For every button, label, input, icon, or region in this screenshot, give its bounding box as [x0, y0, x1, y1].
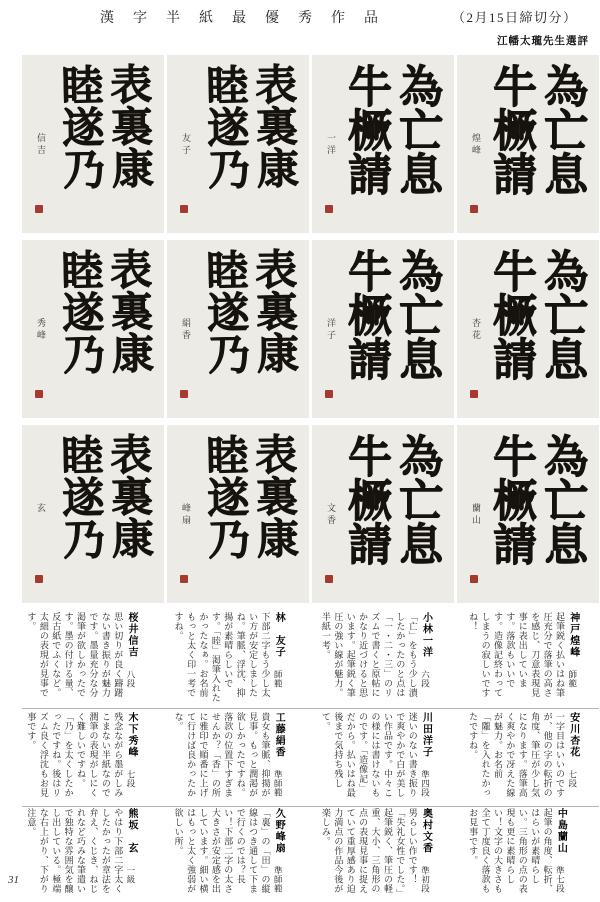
work-cell [167, 55, 309, 233]
critic-rank: 八段 [126, 670, 137, 688]
critique-body: 貴女も筆脈、抑揚が見事。もっと潤渇が欲しかったですね。落款の位置下すぎませんか？「香」の所に雅印で順番に上げて行けば良かったかな。 [173, 712, 271, 798]
critique-item [317, 612, 452, 706]
critique-body: 思い切りが良く躊躇ない書き振りが魅力です。墨量充分な分渇筆が欲しかったです。墨の付ける量、反古紙でふくなど。太細の表現が見事です。 [26, 612, 124, 698]
artist-seal-icon [180, 205, 188, 213]
critic-name: 川田洋子 [420, 712, 432, 758]
work-cell [22, 55, 164, 233]
critic-name: 木下秀峰 [126, 712, 138, 758]
critic-name: 熊坂 玄 [126, 808, 138, 854]
calligraphy-right-column: 表裏康 [248, 432, 298, 559]
artist-seal-icon [35, 575, 43, 583]
work-cell [22, 240, 164, 418]
critic-rank: 準四段 [420, 770, 431, 797]
calligraphy-left-column: 牛橛請 [340, 433, 390, 565]
artist-signature: 蘭山 [471, 503, 481, 527]
artist-seal-icon [325, 390, 333, 398]
section-divider [22, 708, 599, 709]
critique-body: 下部二字もう少し太い方が安定しましたね。筆脈、浮沈、抑揚が素晴らしいです。「睦」渇筆入れたかったなぁ。お名前もっと太く印一考ですね。 [173, 612, 271, 703]
critic-name: 奥村文香 [420, 808, 432, 854]
critique-item [169, 612, 304, 706]
calligraphy-text [484, 433, 587, 565]
page-number: 31 [8, 874, 19, 886]
deadline-note: （2月15日締切分） [452, 10, 578, 25]
critic-rank: 師範 [567, 670, 578, 688]
calligraphy-left-column: 牛橛請 [485, 63, 535, 195]
calligraphy-text [339, 63, 442, 195]
judge-credit: 江幡太瓏先生選評 [497, 35, 589, 47]
calligraphy-text [52, 62, 153, 190]
calligraphy-left-column: 牛橛請 [340, 248, 390, 380]
critic-rank: 一級 [126, 866, 137, 884]
work-cell [167, 240, 309, 418]
calligraphy-left-column: 睦遂乃 [54, 63, 104, 190]
artist-signature: 峰扇 [181, 503, 191, 527]
artist-seal-icon [470, 575, 478, 583]
calligraphy-left-column: 牛橛請 [485, 248, 535, 380]
critique-body: 残念ながら墨がしみこまない半紙なので潤筆の表現がしにくく難しいですね。「乃」を太くしたかったですね。後はリズム良く浮沈もお見事です。 [26, 712, 124, 798]
critique-item [464, 808, 599, 900]
artist-signature: 文香 [326, 503, 336, 527]
critic-name: 久野峰扇 [273, 808, 285, 854]
calligraphy-text [484, 63, 587, 195]
artist-seal-icon [470, 390, 478, 398]
critic-name: 安川杏花 [567, 712, 579, 758]
calligraphy-right-column: 為亡息 [537, 433, 586, 565]
work-cell [457, 425, 599, 603]
artist-seal-icon [325, 575, 333, 583]
critic-rank: 準初段 [420, 866, 431, 893]
calligraphy-text [52, 247, 153, 375]
artist-seal-icon [325, 205, 333, 213]
artist-seal-icon [470, 205, 478, 213]
critiques-section [22, 612, 599, 899]
calligraphy-right-column: 表裏康 [103, 432, 153, 559]
calligraphy-right-column: 為亡息 [392, 248, 441, 380]
works-grid [22, 55, 599, 603]
artist-signature: 一洋 [326, 133, 336, 157]
critic-rank: 六段 [420, 670, 431, 688]
calligraphy-text [197, 62, 298, 190]
critique-body: 一字目はいいのですが、他の字の転折の角度、筆圧が少し気になります。落筆高く爽やかで冴えた線が魅力。お名前「隴」を入れたかったですね。 [468, 712, 565, 798]
calligraphy-right-column: 表裏康 [103, 247, 153, 374]
critique-body: 男らしい作です！「失礼女性でした。」起筆鋭く、筆圧の軽重、大小、三角形の点の表現見事に捉えていて重厚感あり迫力満点の作品今後が楽しみ。 [320, 808, 418, 899]
critic-rank: 師範 [273, 670, 284, 688]
calligraphy-right-column: 表裏康 [248, 247, 298, 374]
critic-rank: 七段 [126, 770, 137, 788]
critique-item [22, 808, 157, 900]
critique-body: やはり下部二字太くしたかったが章法を弁え、くじき、ねじれなど巧みな筆遣いで独特な雰囲気を醸し出している。極端な右上がり、下がり注意。 [26, 808, 124, 894]
critique-item [317, 808, 452, 900]
critique-item [169, 808, 304, 900]
calligraphy-text [484, 248, 587, 380]
work-cell [312, 240, 454, 418]
artist-signature: 絹香 [181, 318, 191, 342]
work-cell [312, 425, 454, 603]
calligraphy-left-column: 牛橛請 [340, 63, 390, 195]
calligraphy-left-column: 睦遂乃 [199, 433, 249, 560]
calligraphy-text [197, 247, 298, 375]
artist-signature: 秀峰 [36, 318, 46, 342]
critic-rank: 準師範 [273, 770, 284, 797]
calligraphy-right-column: 為亡息 [392, 63, 441, 195]
work-cell [312, 55, 454, 233]
section-divider [22, 806, 599, 807]
critique-item [22, 712, 157, 802]
critic-rank: 準師範 [273, 866, 284, 893]
work-cell [457, 55, 599, 233]
critic-name: 工藤絹香 [273, 712, 285, 758]
critic-name: 林 友子 [273, 612, 285, 658]
artist-signature: 洋子 [326, 318, 336, 342]
calligraphy-right-column: 表裏康 [248, 62, 298, 189]
artist-signature: 玄 [36, 503, 46, 515]
calligraphy-left-column: 睦遂乃 [54, 248, 104, 375]
critique-item [464, 612, 599, 706]
critic-name: 神戸煌峰 [567, 612, 579, 658]
artist-signature: 信吉 [36, 133, 46, 157]
calligraphy-text [339, 433, 442, 565]
artist-seal-icon [180, 390, 188, 398]
critique-body: 迷いのない書き振りで爽やかで白が美しい作品です。中々この様には書けないものです。「造像記」だから。払いはね最後まで気持ち残して。 [320, 712, 418, 798]
critique-item [169, 712, 304, 802]
artist-signature: 友子 [181, 133, 191, 157]
critique-body: 「裏」の「田」の縦線はつき通して下まで行くのでは？長い！下部二字の太さ大きさが安定感を出しています。細い横はもっと太く強弱が欲しい所。 [173, 808, 271, 894]
calligraphy-text [339, 248, 442, 380]
critique-item [464, 712, 599, 802]
calligraphy-right-column: 表裏康 [103, 62, 153, 189]
critic-rank: 七段 [567, 770, 578, 788]
calligraphy-text [52, 432, 153, 560]
page-title: 漢字半紙最優秀作品 [100, 11, 397, 26]
calligraphy-right-column: 為亡息 [537, 63, 586, 195]
critic-name: 小林一洋 [420, 612, 432, 658]
artist-seal-icon [35, 390, 43, 398]
critique-item [22, 612, 157, 706]
work-cell [22, 425, 164, 603]
calligraphy-left-column: 睦遂乃 [54, 433, 104, 560]
calligraphy-right-column: 為亡息 [537, 248, 586, 380]
work-cell [167, 425, 309, 603]
critique-body: 「亡」をもう少し潰したかったのと点は「一・二・三」のリズムで書くと原帖にかなり近づけると思います。起筆鋭く筆圧の強い線が魅力。半紙一考。 [320, 612, 418, 698]
artist-signature: 煌峰 [471, 133, 481, 157]
calligraphy-text [197, 432, 298, 560]
critique-body: 起筆鋭く払いはね筆圧充分で落筆の高さを感じ、刀意表現見事に表出しています。落款もいいです。造像記終わってしまうの寂しいですね！ [468, 612, 565, 698]
critique-body: 起筆の角度、転折、はらいが素晴らしい。三角形の点の表現も更に素晴らしい！文字の大きさも全て丁度良く落款もお見事です。 [468, 808, 553, 894]
calligraphy-left-column: 睦遂乃 [199, 63, 249, 190]
critic-name: 桜井信吉 [126, 612, 138, 658]
artist-signature: 杏花 [471, 318, 481, 342]
critic-rank: 準七段 [555, 866, 566, 893]
artist-seal-icon [35, 205, 43, 213]
critic-name: 中島蘭山 [555, 808, 567, 854]
critique-item [317, 712, 452, 802]
artist-seal-icon [180, 575, 188, 583]
calligraphy-left-column: 睦遂乃 [199, 248, 249, 375]
calligraphy-right-column: 為亡息 [392, 433, 441, 565]
work-cell [457, 240, 599, 418]
calligraphy-left-column: 牛橛請 [485, 433, 535, 565]
